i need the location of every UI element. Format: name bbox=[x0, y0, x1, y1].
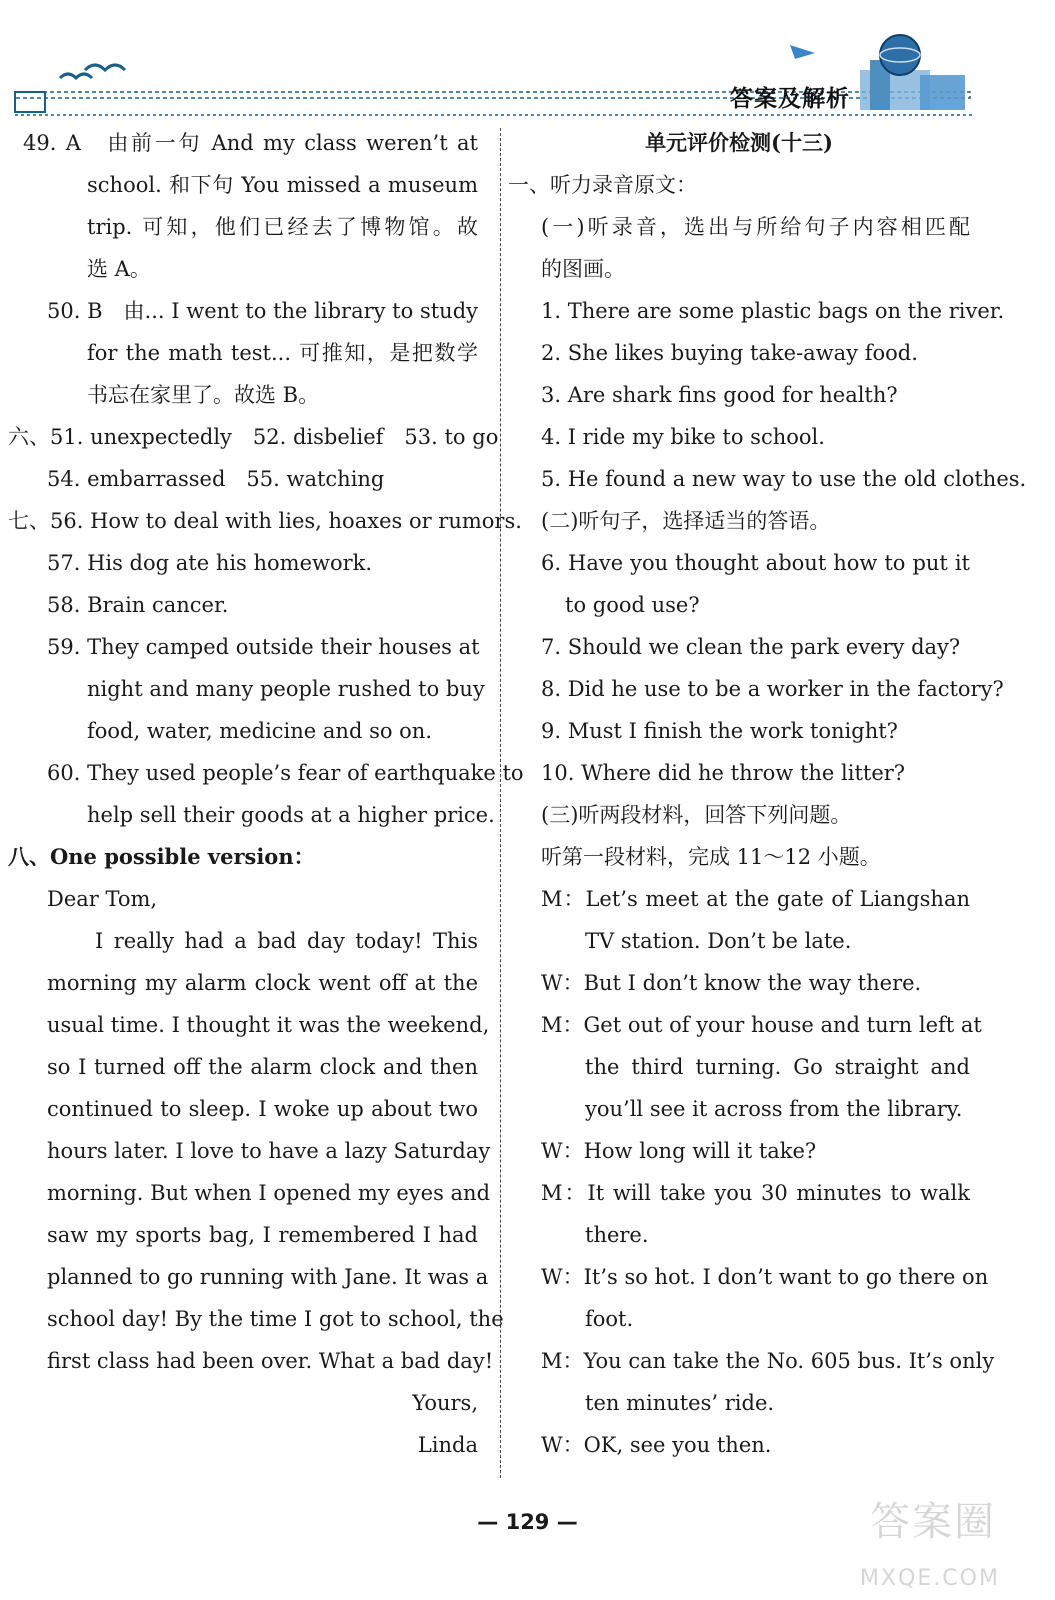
svg-text:答案圈: 答案圈 bbox=[870, 1499, 996, 1545]
left-text-line: Dear Tom, bbox=[47, 887, 158, 911]
right-text-line: 一、听力录音原文： bbox=[508, 173, 697, 197]
left-text-line: night and many people rushed to buy bbox=[87, 677, 485, 701]
globe-icon bbox=[880, 35, 920, 75]
left-text-line: I really had a bad day today! This bbox=[95, 929, 478, 953]
header-title: 答案及解析 bbox=[730, 86, 850, 112]
right-text-line: W：It’s so hot. I don’t want to go there on bbox=[541, 1265, 989, 1289]
left-text-line: 50. B 由... I went to the library to study bbox=[47, 299, 478, 323]
right-text-line: (三)听两段材料，回答下列问题。 bbox=[541, 803, 852, 827]
left-text-line: school day! By the time I got to school, the bbox=[47, 1307, 504, 1331]
left-text-line: 八、One possible version： bbox=[8, 844, 315, 869]
right-text-line: W：But I don’t know the way there. bbox=[541, 971, 922, 995]
left-text-line: 60. They used people’s fear of earthquake to bbox=[47, 761, 524, 785]
right-text-line: (二)听句子，选择适当的答语。 bbox=[541, 509, 831, 533]
right-text-line: M：Get out of your house and turn left at bbox=[541, 1013, 982, 1037]
left-text-line: 49. A 由前一句 And my class weren’t at bbox=[23, 131, 478, 155]
right-text-line: 听第一段材料，完成 11～12 小题。 bbox=[541, 845, 881, 869]
right-text-line: 单元评价检测(十三) bbox=[645, 130, 833, 155]
page-number: — 129 — bbox=[477, 1510, 578, 1534]
left-text-line: for the math test... 可推知，是把数学 bbox=[87, 341, 478, 365]
right-text-line: 3. Are shark fins good for health? bbox=[541, 383, 898, 407]
left-text-line: hours later. I love to have a lazy Saturday bbox=[47, 1139, 491, 1163]
svg-text:MXQE.COM: MXQE.COM bbox=[860, 1566, 1000, 1591]
left-text-line: so I turned off the alarm clock and then bbox=[47, 1055, 478, 1079]
left-text-line: trip. 可知，他们已经去了博物馆。故 bbox=[87, 215, 478, 239]
right-text-line: ten minutes’ ride. bbox=[585, 1391, 775, 1415]
right-text-line: 1. There are some plastic bags on the river. bbox=[541, 299, 1005, 323]
left-text-line: 57. His dog ate his homework. bbox=[47, 551, 373, 575]
bird-icon bbox=[790, 45, 815, 59]
left-text-line: Linda bbox=[417, 1433, 478, 1457]
bird-icon bbox=[85, 65, 125, 70]
left-text-line: morning. But when I opened my eyes and bbox=[47, 1181, 491, 1205]
left-text-line: morning my alarm clock went off at the bbox=[47, 971, 478, 995]
left-text-line: planned to go running with Jane. It was a bbox=[47, 1265, 489, 1289]
right-text-line: TV station. Don’t be late. bbox=[585, 929, 852, 953]
left-text-line: food, water, medicine and so on. bbox=[87, 719, 433, 743]
right-text-line: M：It will take you 30 minutes to walk bbox=[541, 1181, 970, 1205]
bird-icon bbox=[60, 74, 92, 78]
left-text-line: school. 和下句 You missed a museum bbox=[87, 173, 478, 197]
left-text-line: 六、51. unexpectedly 52. disbelief 53. to go bbox=[8, 425, 499, 449]
left-text-line: continued to sleep. I woke up about two bbox=[47, 1097, 478, 1121]
left-text-line: 58. Brain cancer. bbox=[47, 593, 229, 617]
watermark-logo bbox=[850, 1490, 1050, 1600]
right-text-line: 5. He found a new way to use the old clothes. bbox=[541, 467, 1027, 491]
right-text-line: W：How long will it take? bbox=[541, 1139, 817, 1163]
left-text-line: 书忘在家里了。故选 B。 bbox=[87, 383, 320, 407]
right-text-line: 8. Did he use to be a worker in the factory? bbox=[541, 677, 1004, 701]
right-text-line: M：Let’s meet at the gate of Liangshan bbox=[541, 887, 970, 911]
left-text-line: 59. They camped outside their houses at bbox=[47, 635, 480, 659]
right-text-line: you’ll see it across from the library. bbox=[585, 1097, 963, 1121]
right-text-line: there. bbox=[585, 1223, 649, 1247]
left-text-line: first class had been over. What a bad day! bbox=[47, 1349, 494, 1373]
right-text-line: 7. Should we clean the park every day? bbox=[541, 635, 961, 659]
left-text-line: Yours, bbox=[412, 1391, 478, 1415]
right-text-line: 2. She likes buying take-away food. bbox=[541, 341, 918, 365]
right-text-line: 9. Must I finish the work tonight? bbox=[541, 719, 898, 743]
left-text-line: 七、56. How to deal with lies, hoaxes or rumors. bbox=[8, 509, 522, 533]
right-text-line: W：OK, see you then. bbox=[541, 1433, 772, 1457]
right-text-line: 4. I ride my bike to school. bbox=[541, 425, 825, 449]
left-text-line: saw my sports bag, I remembered I had bbox=[47, 1223, 478, 1247]
right-text-line: 的图画。 bbox=[541, 257, 625, 281]
left-text-line: help sell their goods at a higher price. bbox=[87, 803, 495, 827]
right-text-line: 10. Where did he throw the litter? bbox=[541, 761, 906, 785]
left-text-line: usual time. I thought it was the weekend, bbox=[47, 1013, 490, 1037]
left-text-line: 54. embarrassed 55. watching bbox=[47, 467, 385, 491]
right-text-line: 6. Have you thought about how to put it bbox=[541, 551, 970, 575]
right-text-line: M：You can take the No. 605 bus. It’s only bbox=[541, 1349, 995, 1373]
right-text-line: the third turning. Go straight and bbox=[585, 1055, 970, 1079]
page-header bbox=[0, 0, 1055, 130]
right-text-line: (一)听录音，选出与所给句子内容相匹配 bbox=[541, 215, 970, 239]
right-text-line: foot. bbox=[585, 1307, 634, 1331]
column-divider bbox=[500, 128, 501, 1478]
left-text-line: 选 A。 bbox=[87, 257, 151, 281]
right-text-line: to good use? bbox=[565, 593, 700, 617]
header-decoration bbox=[0, 0, 1055, 130]
